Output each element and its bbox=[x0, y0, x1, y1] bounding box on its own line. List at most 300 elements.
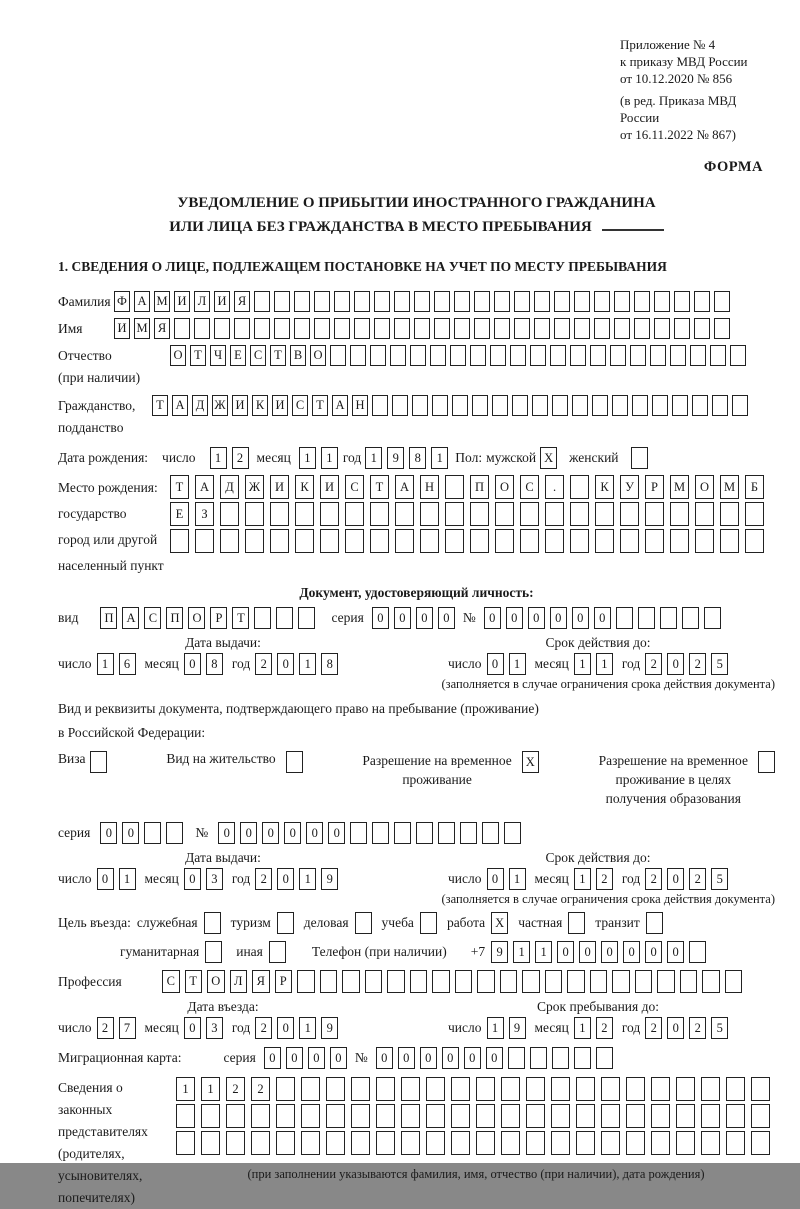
char-cell[interactable] bbox=[301, 1104, 320, 1128]
char-cell[interactable]: 2 bbox=[97, 1017, 114, 1039]
char-cell[interactable] bbox=[670, 529, 689, 553]
char-cell[interactable] bbox=[570, 475, 589, 499]
char-cell[interactable]: 0 bbox=[218, 822, 235, 844]
char-cell[interactable]: Т bbox=[185, 970, 203, 993]
char-cell[interactable] bbox=[490, 345, 506, 366]
char-cell[interactable] bbox=[595, 502, 614, 526]
char-cell[interactable] bbox=[270, 529, 289, 553]
char-cell[interactable] bbox=[501, 1077, 520, 1101]
char-cell[interactable]: 9 bbox=[491, 941, 508, 963]
char-cell[interactable]: Р bbox=[210, 607, 227, 629]
char-cell[interactable] bbox=[394, 822, 411, 844]
char-cell[interactable] bbox=[651, 1131, 670, 1155]
char-cell[interactable]: С bbox=[292, 395, 308, 416]
char-cell[interactable]: 1 bbox=[365, 447, 382, 469]
char-cell[interactable] bbox=[550, 345, 566, 366]
checkbox-cell[interactable]: X bbox=[540, 447, 557, 469]
char-cell[interactable]: 0 bbox=[623, 941, 640, 963]
char-cell[interactable] bbox=[395, 529, 414, 553]
char-cell[interactable] bbox=[530, 345, 546, 366]
char-cell[interactable] bbox=[226, 1104, 245, 1128]
char-cell[interactable] bbox=[520, 502, 539, 526]
char-cell[interactable] bbox=[495, 502, 514, 526]
char-cell[interactable] bbox=[350, 822, 367, 844]
char-cell[interactable] bbox=[301, 1131, 320, 1155]
char-cell[interactable] bbox=[595, 529, 614, 553]
char-cell[interactable] bbox=[574, 1047, 591, 1069]
char-cell[interactable] bbox=[694, 318, 710, 339]
checkbox-cell[interactable] bbox=[286, 751, 303, 773]
char-cell[interactable]: Я bbox=[154, 318, 170, 339]
char-cell[interactable]: 5 bbox=[711, 868, 728, 890]
char-cell[interactable] bbox=[438, 822, 455, 844]
char-cell[interactable]: 0 bbox=[398, 1047, 415, 1069]
char-cell[interactable]: 9 bbox=[321, 868, 338, 890]
char-cell[interactable]: О bbox=[170, 345, 186, 366]
char-cell[interactable] bbox=[376, 1131, 395, 1155]
char-cell[interactable]: 9 bbox=[321, 1017, 338, 1039]
char-cell[interactable] bbox=[745, 529, 764, 553]
char-cell[interactable] bbox=[144, 822, 161, 844]
char-cell[interactable]: 0 bbox=[486, 1047, 503, 1069]
char-cell[interactable] bbox=[660, 607, 677, 629]
char-cell[interactable] bbox=[342, 970, 360, 993]
char-cell[interactable] bbox=[420, 529, 439, 553]
char-cell[interactable] bbox=[574, 291, 590, 312]
char-cell[interactable] bbox=[670, 345, 686, 366]
char-cell[interactable] bbox=[634, 291, 650, 312]
char-cell[interactable]: 0 bbox=[557, 941, 574, 963]
char-cell[interactable] bbox=[645, 529, 664, 553]
char-cell[interactable]: 0 bbox=[438, 607, 455, 629]
char-cell[interactable] bbox=[251, 1104, 270, 1128]
char-cell[interactable] bbox=[726, 1104, 745, 1128]
checkbox-cell[interactable] bbox=[568, 912, 585, 934]
char-cell[interactable] bbox=[526, 1131, 545, 1155]
char-cell[interactable]: 1 bbox=[574, 1017, 591, 1039]
char-cell[interactable] bbox=[320, 970, 338, 993]
char-cell[interactable] bbox=[234, 318, 250, 339]
char-cell[interactable] bbox=[654, 291, 670, 312]
char-cell[interactable] bbox=[682, 607, 699, 629]
char-cell[interactable]: А bbox=[172, 395, 188, 416]
char-cell[interactable]: М bbox=[154, 291, 170, 312]
char-cell[interactable] bbox=[616, 607, 633, 629]
char-cell[interactable] bbox=[410, 970, 428, 993]
char-cell[interactable] bbox=[726, 1077, 745, 1101]
char-cell[interactable] bbox=[714, 291, 730, 312]
char-cell[interactable] bbox=[574, 318, 590, 339]
char-cell[interactable]: 0 bbox=[286, 1047, 303, 1069]
char-cell[interactable] bbox=[702, 970, 720, 993]
char-cell[interactable] bbox=[374, 291, 390, 312]
char-cell[interactable]: 1 bbox=[299, 447, 316, 469]
char-cell[interactable] bbox=[494, 291, 510, 312]
char-cell[interactable] bbox=[434, 318, 450, 339]
char-cell[interactable] bbox=[430, 345, 446, 366]
char-cell[interactable]: Т bbox=[312, 395, 328, 416]
char-cell[interactable]: К bbox=[295, 475, 314, 499]
char-cell[interactable] bbox=[751, 1077, 770, 1101]
char-cell[interactable]: И bbox=[272, 395, 288, 416]
char-cell[interactable] bbox=[552, 395, 568, 416]
char-cell[interactable] bbox=[690, 345, 706, 366]
char-cell[interactable] bbox=[551, 1131, 570, 1155]
char-cell[interactable]: К bbox=[595, 475, 614, 499]
char-cell[interactable] bbox=[201, 1131, 220, 1155]
char-cell[interactable] bbox=[714, 318, 730, 339]
char-cell[interactable] bbox=[474, 318, 490, 339]
char-cell[interactable]: 2 bbox=[596, 1017, 613, 1039]
char-cell[interactable] bbox=[394, 318, 410, 339]
char-cell[interactable]: 2 bbox=[689, 1017, 706, 1039]
char-cell[interactable] bbox=[345, 529, 364, 553]
char-cell[interactable] bbox=[297, 970, 315, 993]
checkbox-cell[interactable] bbox=[646, 912, 663, 934]
char-cell[interactable] bbox=[274, 318, 290, 339]
char-cell[interactable] bbox=[676, 1131, 695, 1155]
char-cell[interactable] bbox=[570, 345, 586, 366]
char-cell[interactable]: 0 bbox=[97, 868, 114, 890]
char-cell[interactable] bbox=[320, 529, 339, 553]
char-cell[interactable]: К bbox=[252, 395, 268, 416]
char-cell[interactable] bbox=[445, 529, 464, 553]
char-cell[interactable] bbox=[401, 1077, 420, 1101]
char-cell[interactable] bbox=[460, 822, 477, 844]
char-cell[interactable]: Т bbox=[152, 395, 168, 416]
char-cell[interactable]: 0 bbox=[442, 1047, 459, 1069]
checkbox-cell[interactable] bbox=[758, 751, 775, 773]
char-cell[interactable] bbox=[532, 395, 548, 416]
char-cell[interactable]: 1 bbox=[535, 941, 552, 963]
char-cell[interactable]: З bbox=[195, 502, 214, 526]
char-cell[interactable] bbox=[301, 1077, 320, 1101]
char-cell[interactable] bbox=[526, 1104, 545, 1128]
char-cell[interactable] bbox=[426, 1077, 445, 1101]
char-cell[interactable] bbox=[451, 1077, 470, 1101]
char-cell[interactable] bbox=[510, 345, 526, 366]
char-cell[interactable] bbox=[620, 502, 639, 526]
char-cell[interactable] bbox=[412, 395, 428, 416]
char-cell[interactable]: И bbox=[214, 291, 230, 312]
char-cell[interactable] bbox=[298, 607, 315, 629]
char-cell[interactable]: Л bbox=[230, 970, 248, 993]
char-cell[interactable] bbox=[254, 291, 270, 312]
char-cell[interactable] bbox=[314, 291, 330, 312]
char-cell[interactable]: 0 bbox=[328, 822, 345, 844]
char-cell[interactable] bbox=[276, 607, 293, 629]
char-cell[interactable] bbox=[201, 1104, 220, 1128]
char-cell[interactable] bbox=[701, 1104, 720, 1128]
char-cell[interactable] bbox=[370, 345, 386, 366]
char-cell[interactable]: 2 bbox=[689, 868, 706, 890]
char-cell[interactable]: Ж bbox=[212, 395, 228, 416]
char-cell[interactable] bbox=[420, 502, 439, 526]
char-cell[interactable]: М bbox=[134, 318, 150, 339]
char-cell[interactable] bbox=[295, 529, 314, 553]
char-cell[interactable] bbox=[350, 345, 366, 366]
char-cell[interactable] bbox=[534, 291, 550, 312]
char-cell[interactable]: 1 bbox=[210, 447, 227, 469]
char-cell[interactable] bbox=[554, 291, 570, 312]
char-cell[interactable] bbox=[704, 607, 721, 629]
char-cell[interactable]: 0 bbox=[579, 941, 596, 963]
char-cell[interactable]: Р bbox=[275, 970, 293, 993]
char-cell[interactable] bbox=[612, 395, 628, 416]
char-cell[interactable] bbox=[676, 1077, 695, 1101]
char-cell[interactable] bbox=[390, 345, 406, 366]
char-cell[interactable]: Б bbox=[745, 475, 764, 499]
char-cell[interactable] bbox=[645, 502, 664, 526]
char-cell[interactable]: 1 bbox=[509, 653, 526, 675]
char-cell[interactable]: 0 bbox=[284, 822, 301, 844]
char-cell[interactable]: 5 bbox=[711, 653, 728, 675]
char-cell[interactable]: 0 bbox=[594, 607, 611, 629]
char-cell[interactable]: 3 bbox=[206, 1017, 223, 1039]
char-cell[interactable] bbox=[294, 291, 310, 312]
char-cell[interactable]: 0 bbox=[184, 1017, 201, 1039]
char-cell[interactable] bbox=[401, 1104, 420, 1128]
char-cell[interactable] bbox=[745, 502, 764, 526]
char-cell[interactable]: 2 bbox=[226, 1077, 245, 1101]
char-cell[interactable] bbox=[610, 345, 626, 366]
char-cell[interactable] bbox=[630, 345, 646, 366]
char-cell[interactable] bbox=[495, 529, 514, 553]
char-cell[interactable] bbox=[534, 318, 550, 339]
char-cell[interactable] bbox=[432, 970, 450, 993]
char-cell[interactable] bbox=[545, 970, 563, 993]
char-cell[interactable]: 0 bbox=[277, 868, 294, 890]
char-cell[interactable]: 2 bbox=[596, 868, 613, 890]
char-cell[interactable] bbox=[451, 1131, 470, 1155]
char-cell[interactable]: С bbox=[345, 475, 364, 499]
char-cell[interactable] bbox=[270, 502, 289, 526]
checkbox-cell[interactable] bbox=[204, 912, 221, 934]
char-cell[interactable] bbox=[594, 291, 610, 312]
char-cell[interactable] bbox=[245, 529, 264, 553]
char-cell[interactable]: М bbox=[670, 475, 689, 499]
char-cell[interactable] bbox=[450, 345, 466, 366]
char-cell[interactable] bbox=[680, 970, 698, 993]
char-cell[interactable]: 0 bbox=[184, 653, 201, 675]
char-cell[interactable] bbox=[376, 1104, 395, 1128]
char-cell[interactable] bbox=[455, 970, 473, 993]
char-cell[interactable] bbox=[674, 291, 690, 312]
char-cell[interactable]: 0 bbox=[416, 607, 433, 629]
char-cell[interactable] bbox=[176, 1104, 195, 1128]
char-cell[interactable] bbox=[701, 1077, 720, 1101]
char-cell[interactable]: 2 bbox=[645, 1017, 662, 1039]
char-cell[interactable] bbox=[387, 970, 405, 993]
char-cell[interactable]: Д bbox=[192, 395, 208, 416]
char-cell[interactable]: 1 bbox=[299, 1017, 316, 1039]
char-cell[interactable] bbox=[635, 970, 653, 993]
char-cell[interactable]: О bbox=[495, 475, 514, 499]
char-cell[interactable] bbox=[567, 970, 585, 993]
char-cell[interactable]: 0 bbox=[645, 941, 662, 963]
char-cell[interactable] bbox=[166, 822, 183, 844]
char-cell[interactable] bbox=[370, 529, 389, 553]
checkbox-cell[interactable] bbox=[90, 751, 107, 773]
char-cell[interactable]: 0 bbox=[484, 607, 501, 629]
char-cell[interactable] bbox=[345, 502, 364, 526]
char-cell[interactable] bbox=[334, 291, 350, 312]
char-cell[interactable] bbox=[314, 318, 330, 339]
char-cell[interactable]: Я bbox=[252, 970, 270, 993]
char-cell[interactable] bbox=[220, 529, 239, 553]
char-cell[interactable]: А bbox=[332, 395, 348, 416]
char-cell[interactable]: Е bbox=[170, 502, 189, 526]
char-cell[interactable] bbox=[614, 318, 630, 339]
char-cell[interactable] bbox=[472, 395, 488, 416]
char-cell[interactable] bbox=[476, 1104, 495, 1128]
char-cell[interactable] bbox=[245, 502, 264, 526]
char-cell[interactable] bbox=[326, 1077, 345, 1101]
char-cell[interactable]: 1 bbox=[299, 868, 316, 890]
char-cell[interactable] bbox=[514, 318, 530, 339]
char-cell[interactable]: С bbox=[520, 475, 539, 499]
char-cell[interactable] bbox=[526, 1077, 545, 1101]
char-cell[interactable]: И bbox=[174, 291, 190, 312]
char-cell[interactable]: А bbox=[134, 291, 150, 312]
char-cell[interactable] bbox=[470, 502, 489, 526]
char-cell[interactable] bbox=[370, 502, 389, 526]
char-cell[interactable]: 0 bbox=[277, 653, 294, 675]
char-cell[interactable]: 0 bbox=[528, 607, 545, 629]
char-cell[interactable] bbox=[612, 970, 630, 993]
char-cell[interactable]: 2 bbox=[255, 868, 272, 890]
char-cell[interactable] bbox=[601, 1104, 620, 1128]
char-cell[interactable] bbox=[632, 395, 648, 416]
char-cell[interactable]: Т bbox=[370, 475, 389, 499]
char-cell[interactable] bbox=[401, 1131, 420, 1155]
char-cell[interactable] bbox=[695, 529, 714, 553]
char-cell[interactable]: Д bbox=[220, 475, 239, 499]
char-cell[interactable] bbox=[514, 291, 530, 312]
char-cell[interactable] bbox=[695, 502, 714, 526]
char-cell[interactable] bbox=[592, 395, 608, 416]
char-cell[interactable] bbox=[634, 318, 650, 339]
char-cell[interactable]: О bbox=[188, 607, 205, 629]
char-cell[interactable]: 1 bbox=[574, 868, 591, 890]
char-cell[interactable] bbox=[638, 607, 655, 629]
char-cell[interactable] bbox=[416, 822, 433, 844]
char-cell[interactable]: 1 bbox=[513, 941, 530, 963]
char-cell[interactable]: 2 bbox=[645, 868, 662, 890]
char-cell[interactable] bbox=[551, 1077, 570, 1101]
char-cell[interactable]: М bbox=[720, 475, 739, 499]
char-cell[interactable] bbox=[751, 1131, 770, 1155]
char-cell[interactable]: 0 bbox=[667, 653, 684, 675]
checkbox-cell[interactable] bbox=[420, 912, 437, 934]
char-cell[interactable] bbox=[426, 1104, 445, 1128]
char-cell[interactable] bbox=[572, 395, 588, 416]
char-cell[interactable] bbox=[730, 345, 746, 366]
char-cell[interactable]: 0 bbox=[330, 1047, 347, 1069]
char-cell[interactable]: 0 bbox=[550, 607, 567, 629]
char-cell[interactable]: 0 bbox=[487, 868, 504, 890]
char-cell[interactable] bbox=[601, 1131, 620, 1155]
char-cell[interactable] bbox=[474, 291, 490, 312]
checkbox-cell[interactable] bbox=[205, 941, 222, 963]
char-cell[interactable] bbox=[508, 1047, 525, 1069]
char-cell[interactable] bbox=[351, 1104, 370, 1128]
char-cell[interactable] bbox=[476, 1077, 495, 1101]
char-cell[interactable]: 0 bbox=[487, 653, 504, 675]
char-cell[interactable]: 2 bbox=[689, 653, 706, 675]
char-cell[interactable]: 2 bbox=[645, 653, 662, 675]
char-cell[interactable]: В bbox=[290, 345, 306, 366]
char-cell[interactable]: 1 bbox=[596, 653, 613, 675]
char-cell[interactable] bbox=[620, 529, 639, 553]
char-cell[interactable]: 1 bbox=[574, 653, 591, 675]
char-cell[interactable]: 9 bbox=[509, 1017, 526, 1039]
char-cell[interactable] bbox=[676, 1104, 695, 1128]
char-cell[interactable] bbox=[590, 970, 608, 993]
char-cell[interactable]: Ж bbox=[245, 475, 264, 499]
char-cell[interactable]: С bbox=[144, 607, 161, 629]
char-cell[interactable] bbox=[626, 1131, 645, 1155]
char-cell[interactable]: Е bbox=[230, 345, 246, 366]
char-cell[interactable]: 0 bbox=[667, 1017, 684, 1039]
char-cell[interactable] bbox=[372, 822, 389, 844]
char-cell[interactable]: Ф bbox=[114, 291, 130, 312]
char-cell[interactable] bbox=[522, 970, 540, 993]
char-cell[interactable] bbox=[476, 1131, 495, 1155]
char-cell[interactable]: 0 bbox=[306, 822, 323, 844]
char-cell[interactable] bbox=[254, 607, 271, 629]
char-cell[interactable] bbox=[650, 345, 666, 366]
char-cell[interactable] bbox=[432, 395, 448, 416]
char-cell[interactable]: Т bbox=[270, 345, 286, 366]
char-cell[interactable] bbox=[451, 1104, 470, 1128]
char-cell[interactable] bbox=[470, 529, 489, 553]
char-cell[interactable]: 0 bbox=[464, 1047, 481, 1069]
char-cell[interactable]: 8 bbox=[321, 653, 338, 675]
char-cell[interactable]: О bbox=[310, 345, 326, 366]
char-cell[interactable]: И bbox=[320, 475, 339, 499]
char-cell[interactable]: И bbox=[114, 318, 130, 339]
char-cell[interactable] bbox=[701, 1131, 720, 1155]
char-cell[interactable] bbox=[576, 1104, 595, 1128]
char-cell[interactable] bbox=[372, 395, 388, 416]
char-cell[interactable] bbox=[570, 529, 589, 553]
char-cell[interactable]: 0 bbox=[308, 1047, 325, 1069]
checkbox-cell[interactable] bbox=[269, 941, 286, 963]
char-cell[interactable] bbox=[214, 318, 230, 339]
char-cell[interactable]: 8 bbox=[409, 447, 426, 469]
char-cell[interactable] bbox=[725, 970, 743, 993]
char-cell[interactable]: 2 bbox=[255, 653, 272, 675]
char-cell[interactable]: 0 bbox=[506, 607, 523, 629]
char-cell[interactable]: 1 bbox=[119, 868, 136, 890]
char-cell[interactable] bbox=[552, 1047, 569, 1069]
char-cell[interactable]: Т bbox=[190, 345, 206, 366]
char-cell[interactable]: 0 bbox=[601, 941, 618, 963]
char-cell[interactable]: 0 bbox=[572, 607, 589, 629]
char-cell[interactable]: 0 bbox=[420, 1047, 437, 1069]
char-cell[interactable] bbox=[712, 395, 728, 416]
char-cell[interactable]: П bbox=[100, 607, 117, 629]
char-cell[interactable]: И bbox=[232, 395, 248, 416]
char-cell[interactable]: Л bbox=[194, 291, 210, 312]
char-cell[interactable] bbox=[176, 1131, 195, 1155]
char-cell[interactable] bbox=[494, 318, 510, 339]
char-cell[interactable] bbox=[504, 822, 521, 844]
char-cell[interactable] bbox=[710, 345, 726, 366]
char-cell[interactable]: Т bbox=[170, 475, 189, 499]
char-cell[interactable] bbox=[601, 1077, 620, 1101]
